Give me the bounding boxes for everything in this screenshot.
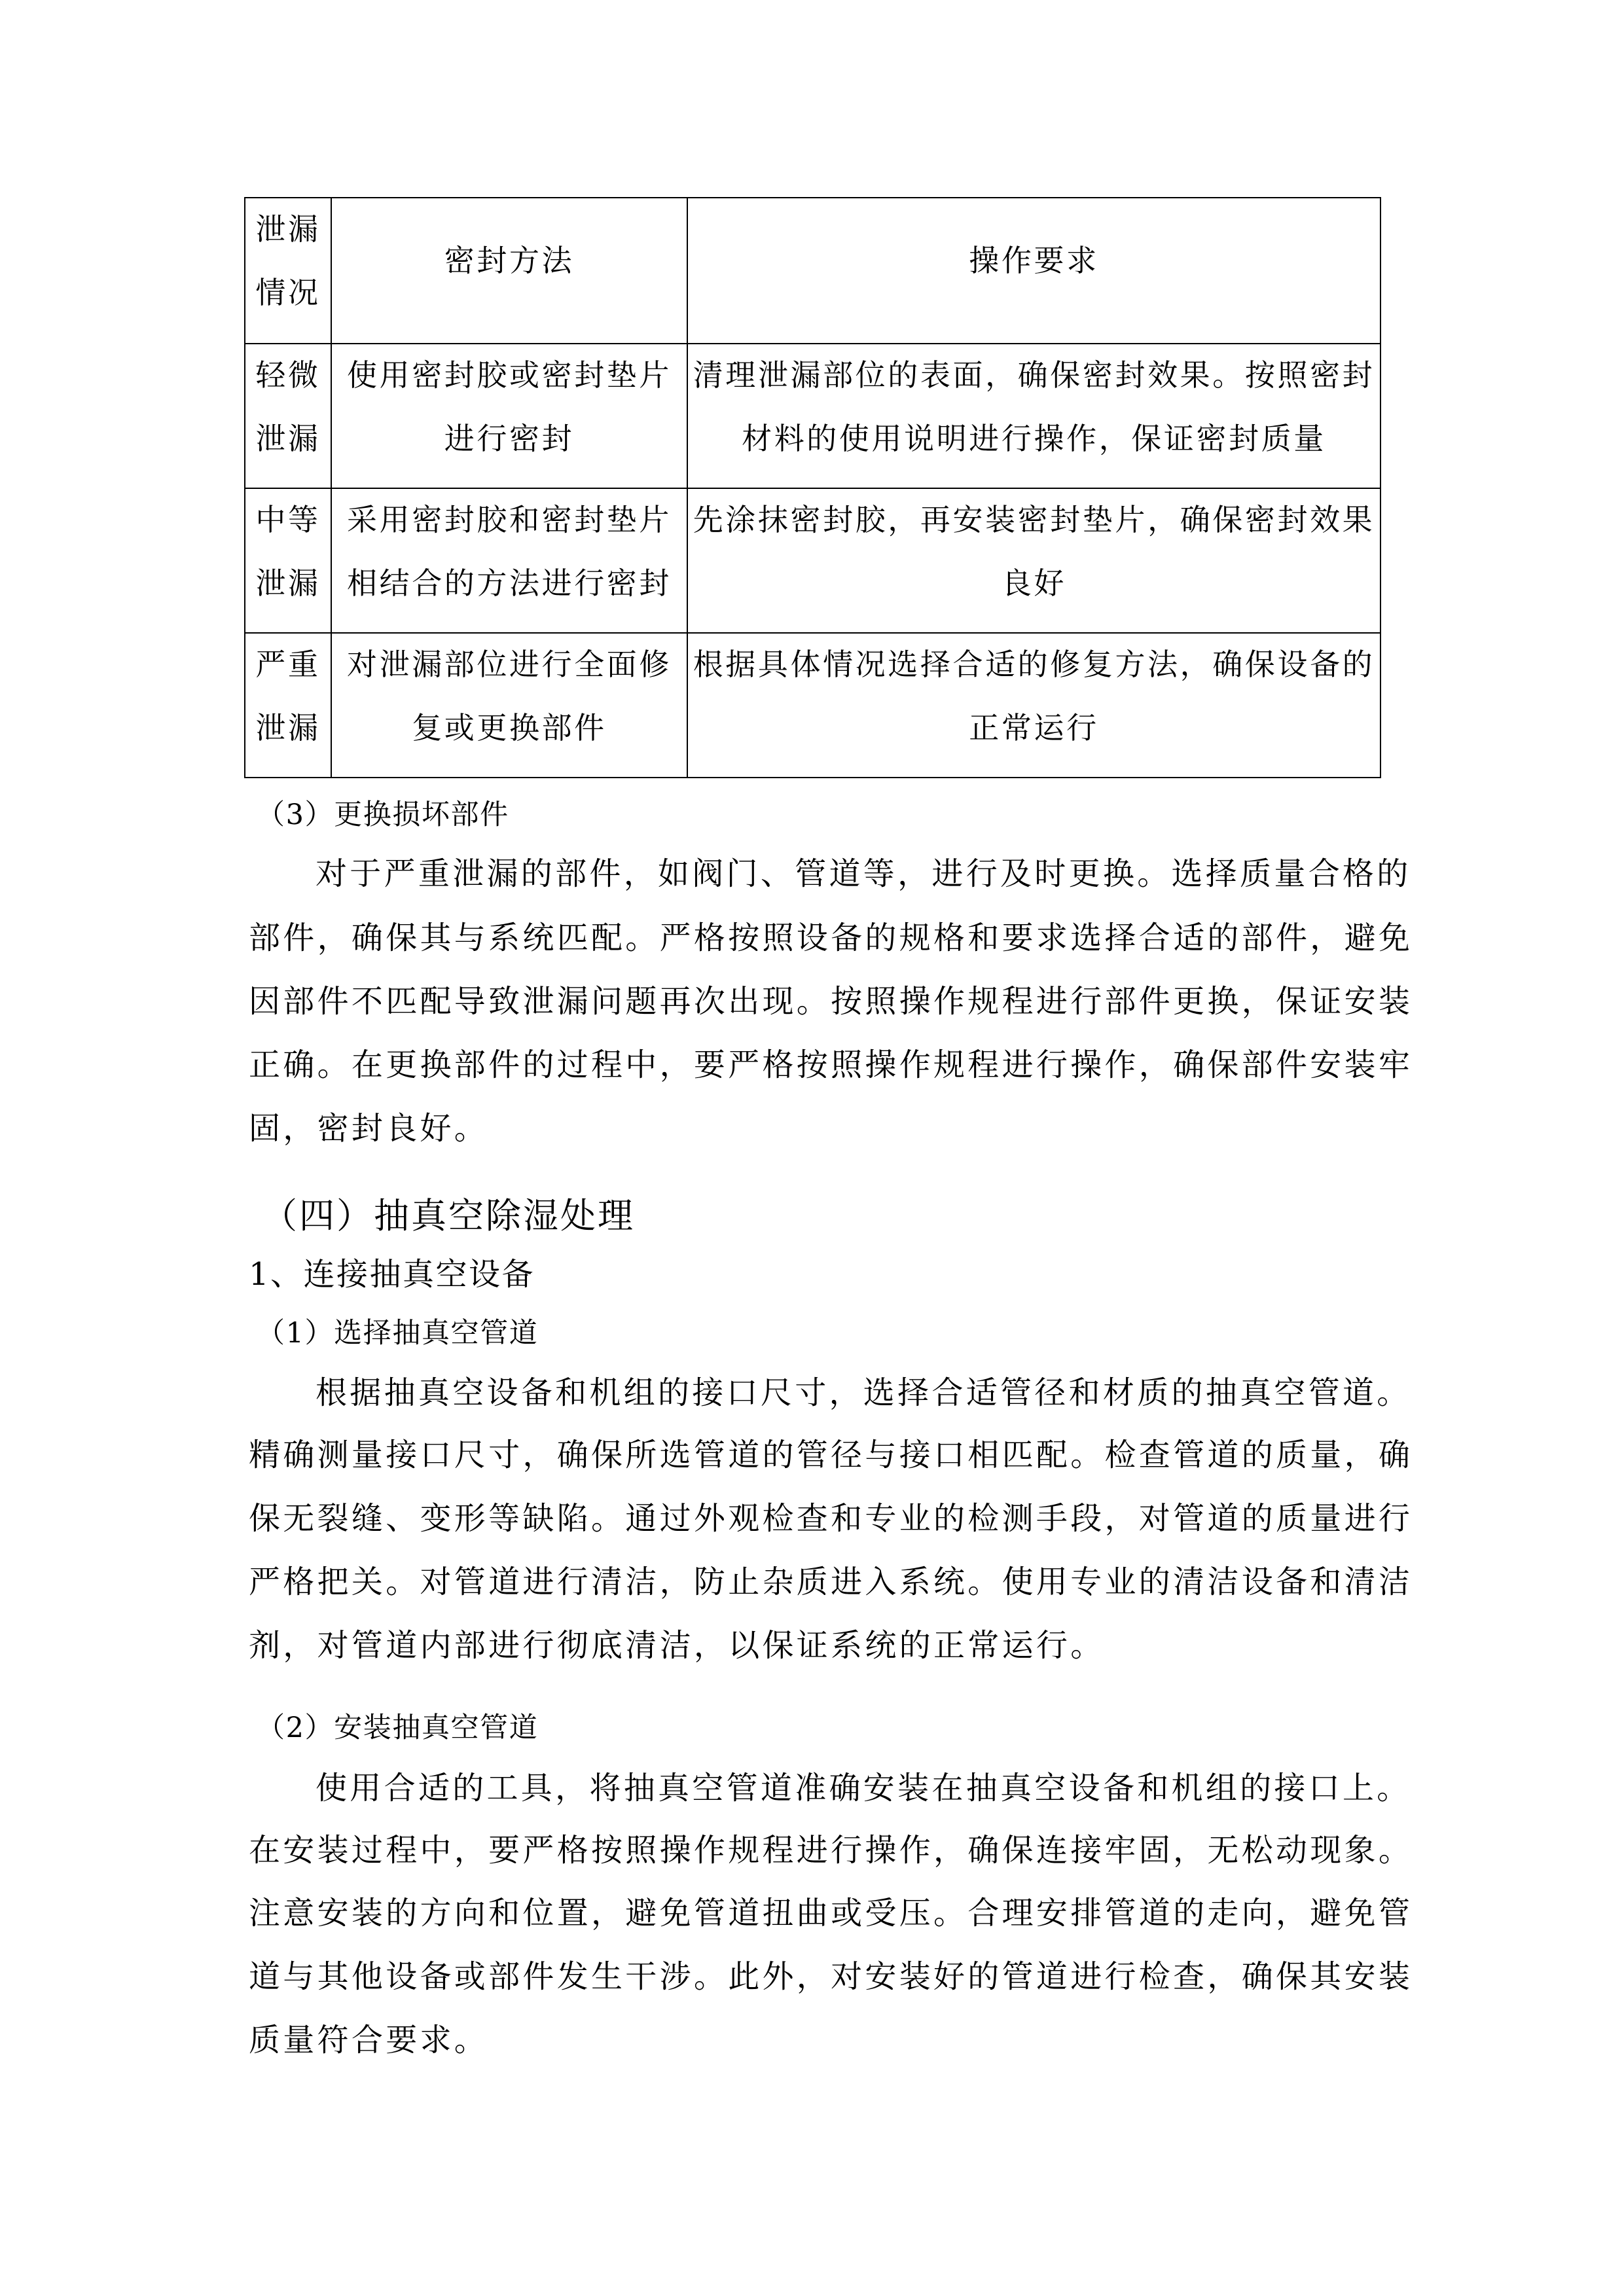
- table-row: [245, 633, 1380, 778]
- paragraph-line: 正确。在更换部件的过程中，要严格按照操作规程进行操作，确保部件安装牢: [249, 1047, 1413, 1083]
- cell-text: 良好: [1001, 565, 1067, 601]
- paragraph-line: 因部件不匹配导致泄漏问题再次出现。按照操作规程进行部件更换，保证安装: [249, 983, 1413, 1020]
- cell-text: 材料的使用说明进行操作，保证密封质量: [742, 421, 1326, 456]
- paragraph-line: 精确测量接口尺寸，确保所选管道的管径与接口相匹配。检查管道的质量，确: [249, 1437, 1413, 1473]
- cell-text: 复或更换部件: [412, 710, 607, 745]
- subsection-title: （1）选择抽真空管道: [257, 1317, 539, 1350]
- paragraph-line: 在安装过程中，要严格按照操作规程进行操作，确保连接牢固，无松动现象。: [249, 1832, 1413, 1869]
- table-header-row: [245, 198, 1380, 344]
- cell-method: [331, 488, 687, 633]
- paragraph-line: 对于严重泄漏的部件，如阀门、管道等，进行及时更换。选择质量合格的: [316, 855, 1411, 892]
- cell-text: 正常运行: [969, 710, 1099, 745]
- paragraph-line: 固，密封良好。: [249, 1110, 489, 1147]
- section-heading: （四）抽真空除湿处理: [262, 1195, 635, 1236]
- paragraph-line: 道与其他设备或部件发生干涉。此外，对安装好的管道进行检查，确保其安装: [249, 1958, 1413, 1995]
- header-operation-requirement: [687, 198, 1380, 344]
- leak-sealing-table: [244, 197, 1381, 778]
- paragraph-line: 保无裂缝、变形等缺陷。通过外观检查和专业的检测手段，对管道的质量进行: [249, 1500, 1413, 1537]
- cell-method: [331, 344, 687, 488]
- cell-text: 使用密封胶或密封垫片: [347, 357, 672, 393]
- cell-requirement: [687, 488, 1380, 633]
- cell-text: 采用密封胶和密封垫片: [347, 502, 672, 537]
- cell-leak-level: [245, 488, 331, 633]
- header-seal-method: [331, 198, 687, 344]
- header-text: 操作要求: [969, 243, 1099, 278]
- cell-text: 泄漏: [255, 710, 321, 745]
- paragraph-line: 质量符合要求。: [249, 2022, 489, 2058]
- subsection-title: （3）更换损坏部件: [257, 798, 509, 831]
- cell-text: 严重: [255, 647, 321, 682]
- cell-text: 泄漏: [255, 421, 321, 456]
- header-leak-condition: [245, 198, 331, 344]
- paragraph-line: 注意安装的方向和位置，避免管道扭曲或受压。合理安排管道的走向，避免管: [249, 1895, 1413, 1931]
- cell-text: 进行密封: [444, 421, 575, 456]
- cell-text: 相结合的方法进行密封: [347, 565, 672, 601]
- cell-leak-level: [245, 633, 331, 778]
- cell-text: 泄漏: [255, 565, 321, 601]
- table-row: [245, 488, 1380, 633]
- cell-leak-level: [245, 344, 331, 488]
- header-text: 密封方法: [444, 243, 575, 278]
- paragraph-line: 根据抽真空设备和机组的接口尺寸，选择合适管径和材质的抽真空管道。: [316, 1374, 1411, 1411]
- table-row: [245, 344, 1380, 488]
- cell-requirement: [687, 633, 1380, 778]
- cell-requirement: [687, 344, 1380, 488]
- step-title: 1、连接抽真空设备: [249, 1256, 535, 1293]
- cell-text: 先涂抹密封胶，再安装密封垫片，确保密封效果: [693, 502, 1375, 537]
- cell-text: 中等: [255, 502, 321, 537]
- cell-text: 对泄漏部位进行全面修: [347, 647, 672, 682]
- cell-text: 清理泄漏部位的表面，确保密封效果。按照密封: [693, 357, 1375, 393]
- header-text: 泄漏: [255, 211, 321, 247]
- subsection-title: （2）安装抽真空管道: [257, 1712, 539, 1744]
- paragraph-line: 使用合适的工具，将抽真空管道准确安装在抽真空设备和机组的接口上。: [316, 1770, 1411, 1806]
- paragraph-line: 剂，对管道内部进行彻底清洁，以保证系统的正常运行。: [249, 1627, 1105, 1664]
- paragraph-line: 严格把关。对管道进行清洁，防止杂质进入系统。使用专业的清洁设备和清洁: [249, 1564, 1413, 1600]
- paragraph-line: 部件，确保其与系统匹配。严格按照设备的规格和要求选择合适的部件，避免: [249, 920, 1413, 956]
- cell-text: 根据具体情况选择合适的修复方法，确保设备的: [693, 647, 1375, 682]
- cell-text: 轻微: [255, 357, 321, 393]
- header-text: 情况: [255, 275, 321, 310]
- cell-method: [331, 633, 687, 778]
